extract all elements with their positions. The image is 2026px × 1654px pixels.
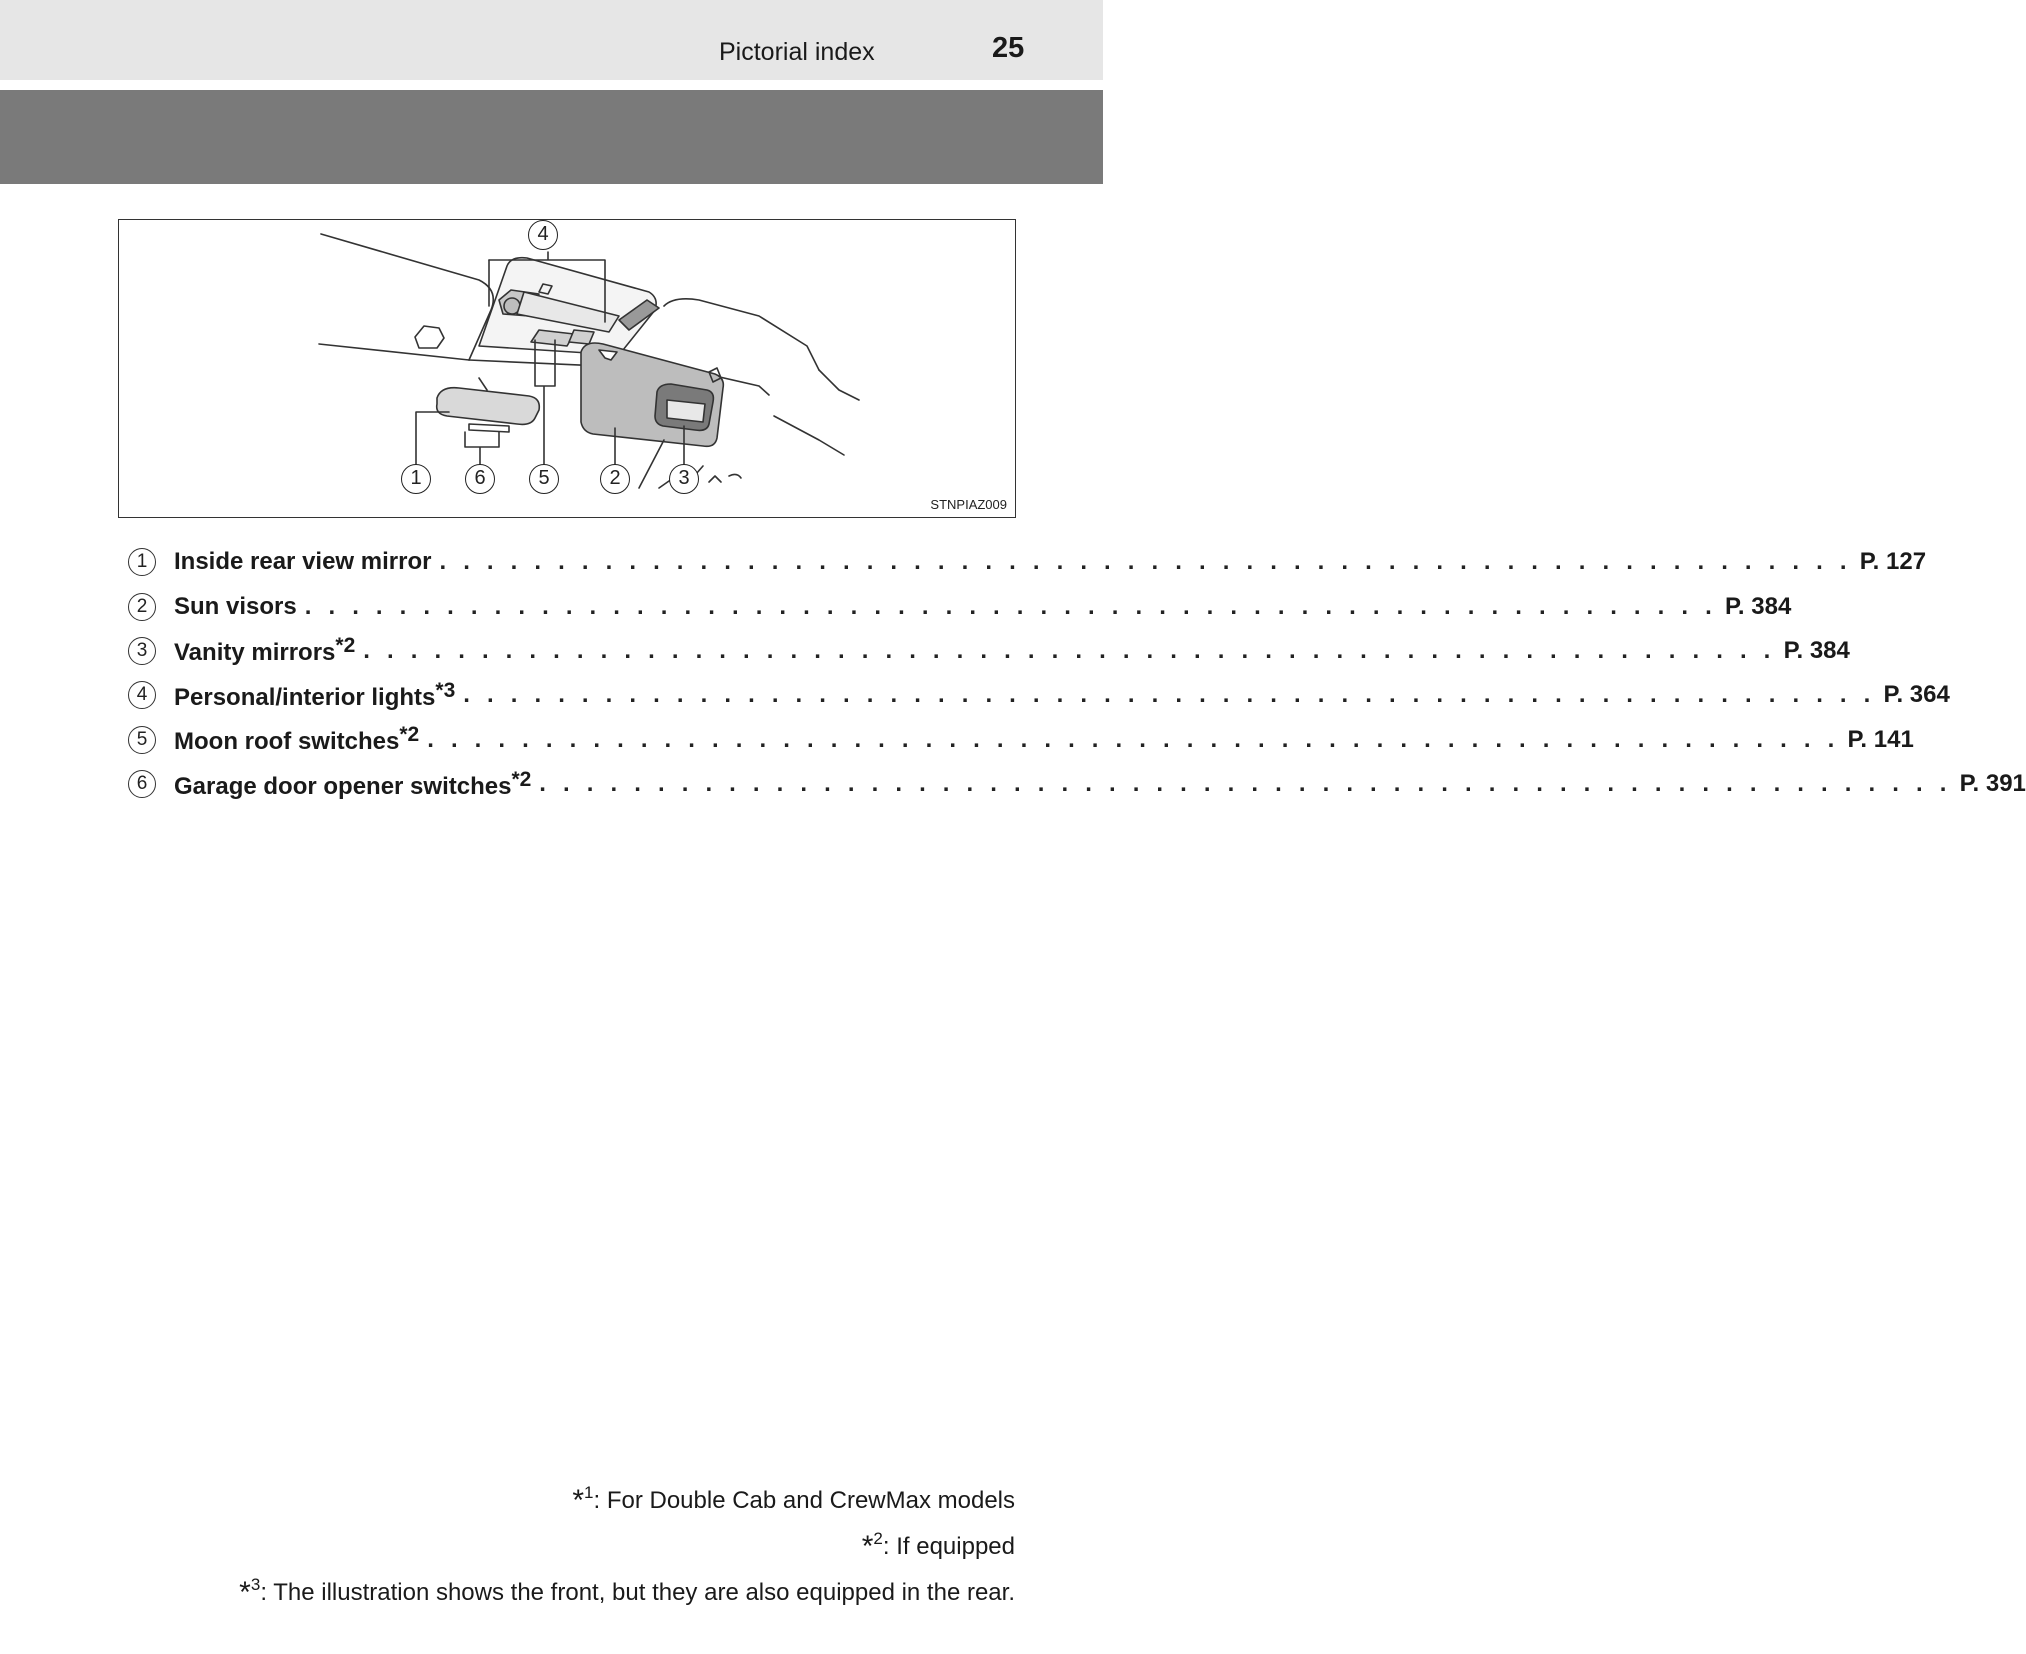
item-number: 6 bbox=[128, 770, 156, 798]
callout-3: 3 bbox=[669, 464, 699, 494]
section-tab-band bbox=[0, 90, 1103, 184]
section-title: Pictorial index bbox=[719, 38, 875, 66]
item-label: Vanity mirrors$^{*2}$ bbox=[174, 634, 356, 667]
leader-dots: . . . . . . . . . . . . . . . . . . . . . . . . . . . . . . . . . . . . . . . . . . . . . . . . . . . . . . . . . . . . bbox=[463, 681, 1876, 709]
footnote bbox=[239, 1474, 1015, 1520]
item-note: *2 bbox=[511, 767, 532, 791]
item-label: Garage door opener switches$^{*2}$ bbox=[174, 767, 532, 800]
pictorial-index-list bbox=[128, 540, 2026, 806]
index-item bbox=[128, 584, 1792, 628]
image-code: STNPIAZ009 bbox=[930, 497, 1007, 512]
item-label: Personal/interior lights$^{*3}$ bbox=[174, 678, 456, 711]
item-number: 5 bbox=[128, 726, 156, 754]
footnote-star: * bbox=[572, 1484, 585, 1517]
footnote-text: : If equipped bbox=[882, 1533, 1015, 1560]
item-number: 1 bbox=[128, 548, 156, 576]
windshield-top-edge bbox=[319, 344, 469, 360]
header-divider bbox=[0, 80, 1103, 90]
header-band bbox=[0, 0, 1103, 80]
footnote-mark: 1 bbox=[584, 1483, 594, 1502]
item-page-ref[interactable]: P. 127 bbox=[1859, 548, 1927, 576]
item-note: *2 bbox=[399, 723, 420, 747]
headliner-edge bbox=[321, 234, 493, 360]
callout-4: 4 bbox=[528, 220, 558, 250]
headliner-right-edge bbox=[664, 299, 819, 370]
item-page-ref[interactable]: P. 384 bbox=[1725, 592, 1792, 620]
footnote-text: : For Double Cab and CrewMax models bbox=[593, 1487, 1015, 1514]
leader-dots: . . . . . . . . . . . . . . . . . . . . . . . . . . . . . . . . . . . . . . . . . . . . . . . . . . . . . . . . . . . . bbox=[427, 725, 1840, 753]
index-item bbox=[128, 629, 1850, 673]
callout-1-leader bbox=[416, 412, 449, 465]
footnote bbox=[239, 1566, 1015, 1612]
index-item bbox=[128, 762, 2026, 806]
footnotes bbox=[239, 1474, 1015, 1612]
page-number: 25 bbox=[992, 32, 1025, 64]
item-label: Moon roof switches$^{*2}$ bbox=[174, 723, 420, 756]
item-label: Sun visors bbox=[174, 592, 297, 620]
callout-6: 6 bbox=[465, 464, 495, 494]
footnote-star: * bbox=[861, 1530, 874, 1563]
footnote-mark: 2 bbox=[873, 1529, 883, 1548]
item-page-ref[interactable]: P. 391 bbox=[1959, 770, 2026, 798]
item-number: 2 bbox=[128, 593, 156, 621]
item-page-ref[interactable]: P. 384 bbox=[1783, 636, 1850, 664]
item-note: *3 bbox=[435, 678, 456, 702]
leader-dots: . . . . . . . . . . . . . . . . . . . . . . . . . . . . . . . . . . . . . . . . . . . . . . . . . . . . . . . . . . . . bbox=[439, 548, 1852, 576]
overhead-console-illustration bbox=[118, 219, 1016, 518]
footnote-mark: 3 bbox=[250, 1575, 261, 1594]
footnote bbox=[239, 1520, 1015, 1566]
leader-dots: . . . . . . . . . . . . . . . . . . . . . . . . . . . . . . . . . . . . . . . . . . . . . . . . . . . . . . . . . . . . bbox=[363, 636, 1776, 664]
index-item bbox=[128, 718, 1914, 762]
overhead-console-drawing bbox=[119, 220, 1017, 519]
leader-dots: . . . . . . . . . . . . . . . . . . . . . . . . . . . . . . . . . . . . . . . . . . . . . . . . . . . . . . . . . . . . bbox=[304, 592, 1718, 620]
leader-dots: . . . . . . . . . . . . . . . . . . . . . . . . . . . . . . . . . . . . . . . . . . . . . . . . . . . . . . . . . . . . bbox=[539, 770, 1952, 798]
index-item bbox=[128, 673, 1950, 717]
item-label: Inside rear view mirror bbox=[174, 548, 432, 576]
callout-2: 2 bbox=[600, 464, 630, 494]
item-page-ref[interactable]: P. 141 bbox=[1847, 725, 1914, 753]
item-number: 4 bbox=[128, 681, 156, 709]
callout-5: 5 bbox=[529, 464, 559, 494]
callout-1: 1 bbox=[401, 464, 431, 494]
footnote-star: * bbox=[239, 1576, 251, 1609]
grab-handle bbox=[415, 326, 444, 348]
callout-6-leader bbox=[465, 432, 499, 465]
item-number: 3 bbox=[128, 637, 156, 665]
item-page-ref[interactable]: P. 364 bbox=[1883, 681, 1950, 709]
rear-view-mirror-shape bbox=[437, 388, 540, 425]
index-item bbox=[128, 540, 1927, 584]
item-note: *2 bbox=[335, 634, 356, 658]
footnote-text: : The illustration shows the front, but they are also equipped in the rear. bbox=[260, 1579, 1015, 1606]
garage-door-buttons bbox=[469, 424, 509, 432]
